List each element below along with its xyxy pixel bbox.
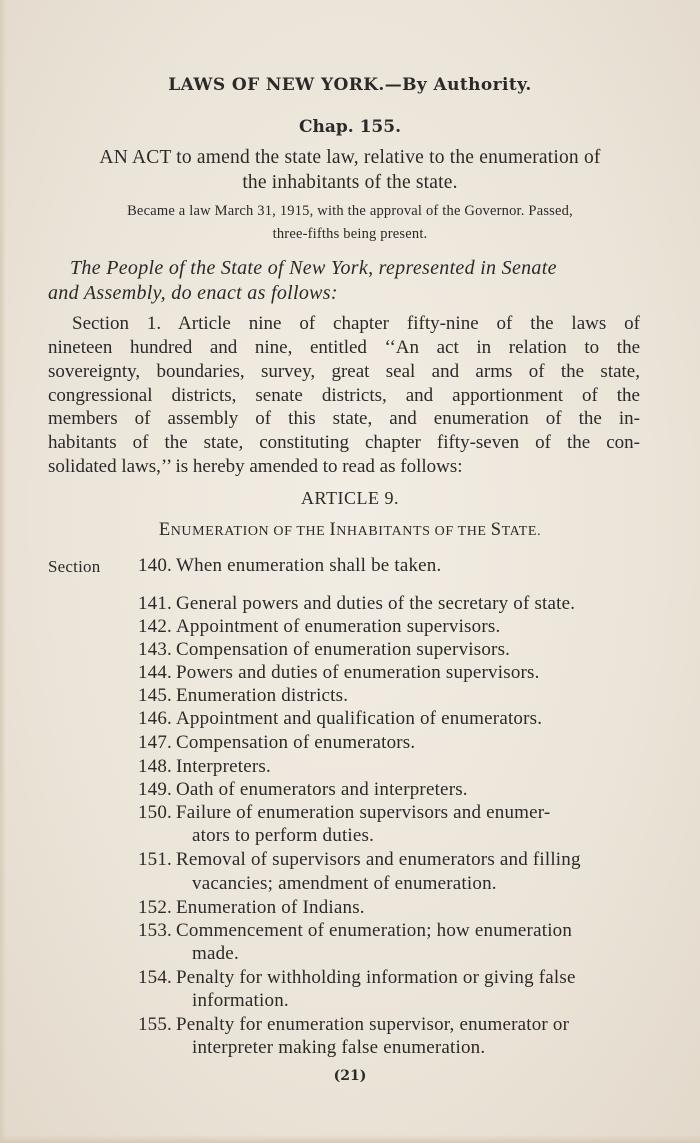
- chapter-number: Chap. 155.: [298, 117, 402, 137]
- document-page: LAWS OF NEW YORK.—By Authority. Chap. 155. AN ACT to amend the state law, relative to the enumeration of the inhabitants of the state. Became a law March 31, 1915, with the approval of the Governor. Passed, three-fifths being present. The People of the State of New York, represented in Senate and Assembly, do enact as follows: Section 1. Article nine of chapter fifty-nine of the laws of nineteen hundred and nine, entitled ‘‘An act in relation to the sovereignty, boundaries, survey, great seal and arms of the state, congressional districts, senate districts, and apportionment of the members of assembly of this state, and enumeration of the in- habitants of the state, constituting chapter fifty-seven of the con- solidated laws,’’ is hereby amended to read as follows: ARTICLE 9. ENUMERATION OF THE INHABITANTS OF THE STATE. Section 140. When enumeration shall be taken. 141. General powers and duties of the secretary of state. 142. Appointment of enumeration supervisors. 143. Compensation of enumeration supervisors. 144. Powers and duties of enumeration supervisors. 145. Enumeration districts. 146. Appointment and qualification of enumerators. 147. Compensation of enumerators. 148. Interpreters. 149. Oath of enumerators and interpreters. 150. Failure of enumeration supervisors and enumer- ators to perform duties. 151. Removal of supervisors and enumerators and filling vacancies; amendment of enumeration. 152. Enumeration of Indians. 153. Commencement of enumeration; how enumeration made. 154. Penalty for withholding information or giving false information. 155. Penalty for enumeration supervisor, enumerator or interpreter making false enumeration. (21): [0, 0, 700, 1143]
- article-title: ENUMERATION OF THE INHABITANTS OF THE STATE.: [158, 520, 542, 540]
- section-one-line-5: members of assembly of this state, and enumeration of the in-: [48, 408, 640, 429]
- page-bottom-shadow: [0, 1135, 700, 1143]
- section-one-line-1: Section 1. Article nine of chapter fifty-nine of the laws of: [72, 313, 640, 334]
- section-one-line-4: congressional districts, senate districts, and apportionment of the: [48, 385, 640, 406]
- running-header: LAWS OF NEW YORK.—By Authority.: [168, 75, 532, 95]
- section-one-line-6: habitants of the state, constituting chapter fifty-seven of the con-: [48, 432, 640, 453]
- enacting-clause-line-2: and Assembly, do enact as follows:: [48, 282, 338, 304]
- article-heading: ARTICLE 9.: [301, 488, 399, 508]
- page-number: (21): [333, 1068, 367, 1084]
- act-title-line-1: AN ACT to amend the state law, relative to the enumeration of: [99, 147, 601, 168]
- section-label: Section: [48, 557, 101, 576]
- act-title-line-2: the inhabitants of the state.: [242, 172, 458, 193]
- section-one-line-3: sovereignty, boundaries, survey, great seal and arms of the state,: [48, 361, 640, 382]
- passage-note-line-1: Became a law March 31, 1915, with the approval of the Governor. Passed,: [127, 203, 573, 219]
- passage-note-line-2: three-fifths being present.: [272, 226, 428, 242]
- section-one-line-7: solidated laws,’’ is hereby amended to read as follows:: [48, 456, 463, 477]
- section-one-line-2: nineteen hundred and nine, entitled ‘‘An act in relation to the: [48, 337, 640, 358]
- enacting-clause-line-1: The People of the State of New York, represented in Senate: [70, 257, 557, 279]
